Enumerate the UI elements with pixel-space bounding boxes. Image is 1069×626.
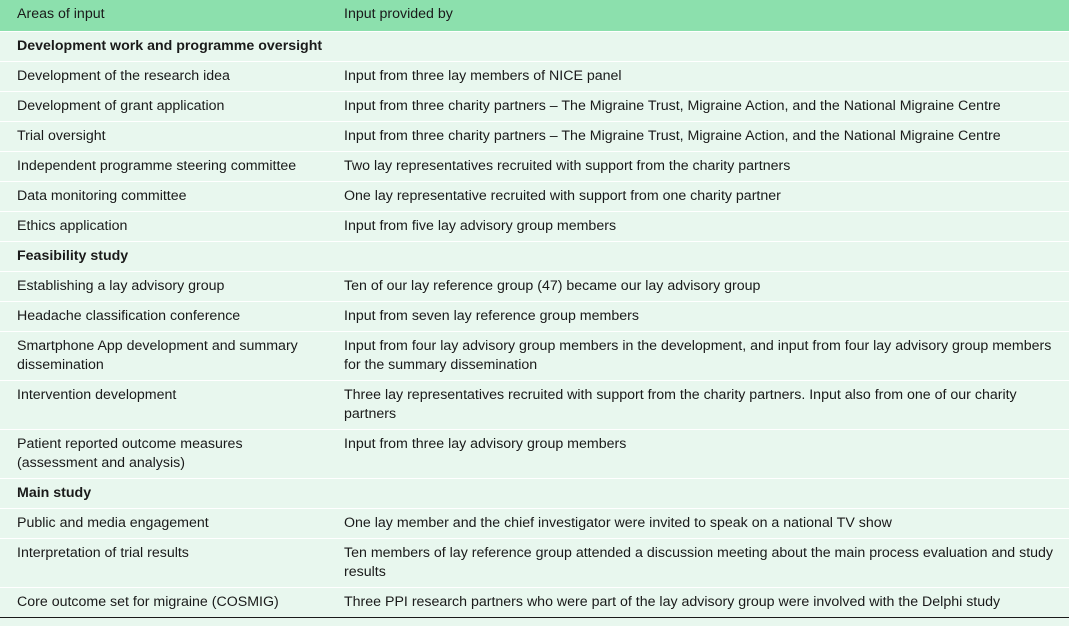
- input-cell: Ten members of lay reference group attended a discussion meeting about the main process evaluation and study results: [327, 539, 1069, 588]
- table-row: [0, 92, 1069, 122]
- table-row: [0, 302, 1069, 332]
- input-cell: Input from three charity partners – The Migraine Trust, Migraine Action, and the National Migraine Centre: [327, 92, 1069, 122]
- input-cell: One lay representative recruited with support from one charity partner: [327, 182, 1069, 212]
- area-cell: Development of grant application: [0, 92, 327, 122]
- area-cell: Smartphone App development and summary dissemination: [0, 332, 327, 381]
- section-title: Development work and programme oversight: [0, 32, 1069, 62]
- table-row: [0, 381, 1069, 430]
- table-row: [0, 272, 1069, 302]
- area-cell: Independent programme steering committee: [0, 152, 327, 182]
- area-cell: Intervention development: [0, 381, 327, 430]
- section-heading-row: [0, 479, 1069, 509]
- section-title: Feasibility study: [0, 242, 1069, 272]
- table-row: [0, 509, 1069, 539]
- input-cell: One lay member and the chief investigator were invited to speak on a national TV show: [327, 509, 1069, 539]
- section-heading-row: [0, 242, 1069, 272]
- input-cell: Input from seven lay reference group members: [327, 302, 1069, 332]
- input-cell: Input from three lay members of NICE panel: [327, 62, 1069, 92]
- area-cell: Interpretation of trial results: [0, 539, 327, 588]
- section-title: Main study: [0, 479, 1069, 509]
- input-cell: Input from three charity partners – The Migraine Trust, Migraine Action, and the National Migraine Centre: [327, 122, 1069, 152]
- area-cell: Core outcome set for migraine (COSMIG): [0, 588, 327, 618]
- area-cell: Headache classification conference: [0, 302, 327, 332]
- table-row: [0, 152, 1069, 182]
- table-row: [0, 539, 1069, 588]
- header-areas-of-input: Areas of input: [0, 0, 327, 32]
- input-cell: Two lay representatives recruited with support from the charity partners: [327, 152, 1069, 182]
- input-cell: Input from three lay advisory group members: [327, 430, 1069, 479]
- input-cell: Three lay representatives recruited with support from the charity partners. Input also from one of our charity partners: [327, 381, 1069, 430]
- table-row: [0, 62, 1069, 92]
- section-heading-row: [0, 32, 1069, 62]
- area-cell: Patient reported outcome measures (assessment and analysis): [0, 430, 327, 479]
- table-row: [0, 332, 1069, 381]
- area-cell: Public and media engagement: [0, 509, 327, 539]
- area-cell: Ethics application: [0, 212, 327, 242]
- area-cell: Data monitoring committee: [0, 182, 327, 212]
- area-cell: Development of the research idea: [0, 62, 327, 92]
- header-input-provided-by: Input provided by: [327, 0, 1069, 32]
- input-cell: Ten of our lay reference group (47) became our lay advisory group: [327, 272, 1069, 302]
- area-cell: Establishing a lay advisory group: [0, 272, 327, 302]
- input-cell: Three PPI research partners who were part of the lay advisory group were involved with the Delphi study: [327, 588, 1069, 618]
- table-row: [0, 182, 1069, 212]
- input-cell: Input from five lay advisory group members: [327, 212, 1069, 242]
- table-row: [0, 430, 1069, 479]
- input-cell: Input from four lay advisory group members in the development, and input from four lay advisory group members for the summary dissemination: [327, 332, 1069, 381]
- table-header-row: [0, 0, 1069, 32]
- table-row: [0, 212, 1069, 242]
- table-row: [0, 122, 1069, 152]
- table-row: [0, 588, 1069, 618]
- area-cell: Trial oversight: [0, 122, 327, 152]
